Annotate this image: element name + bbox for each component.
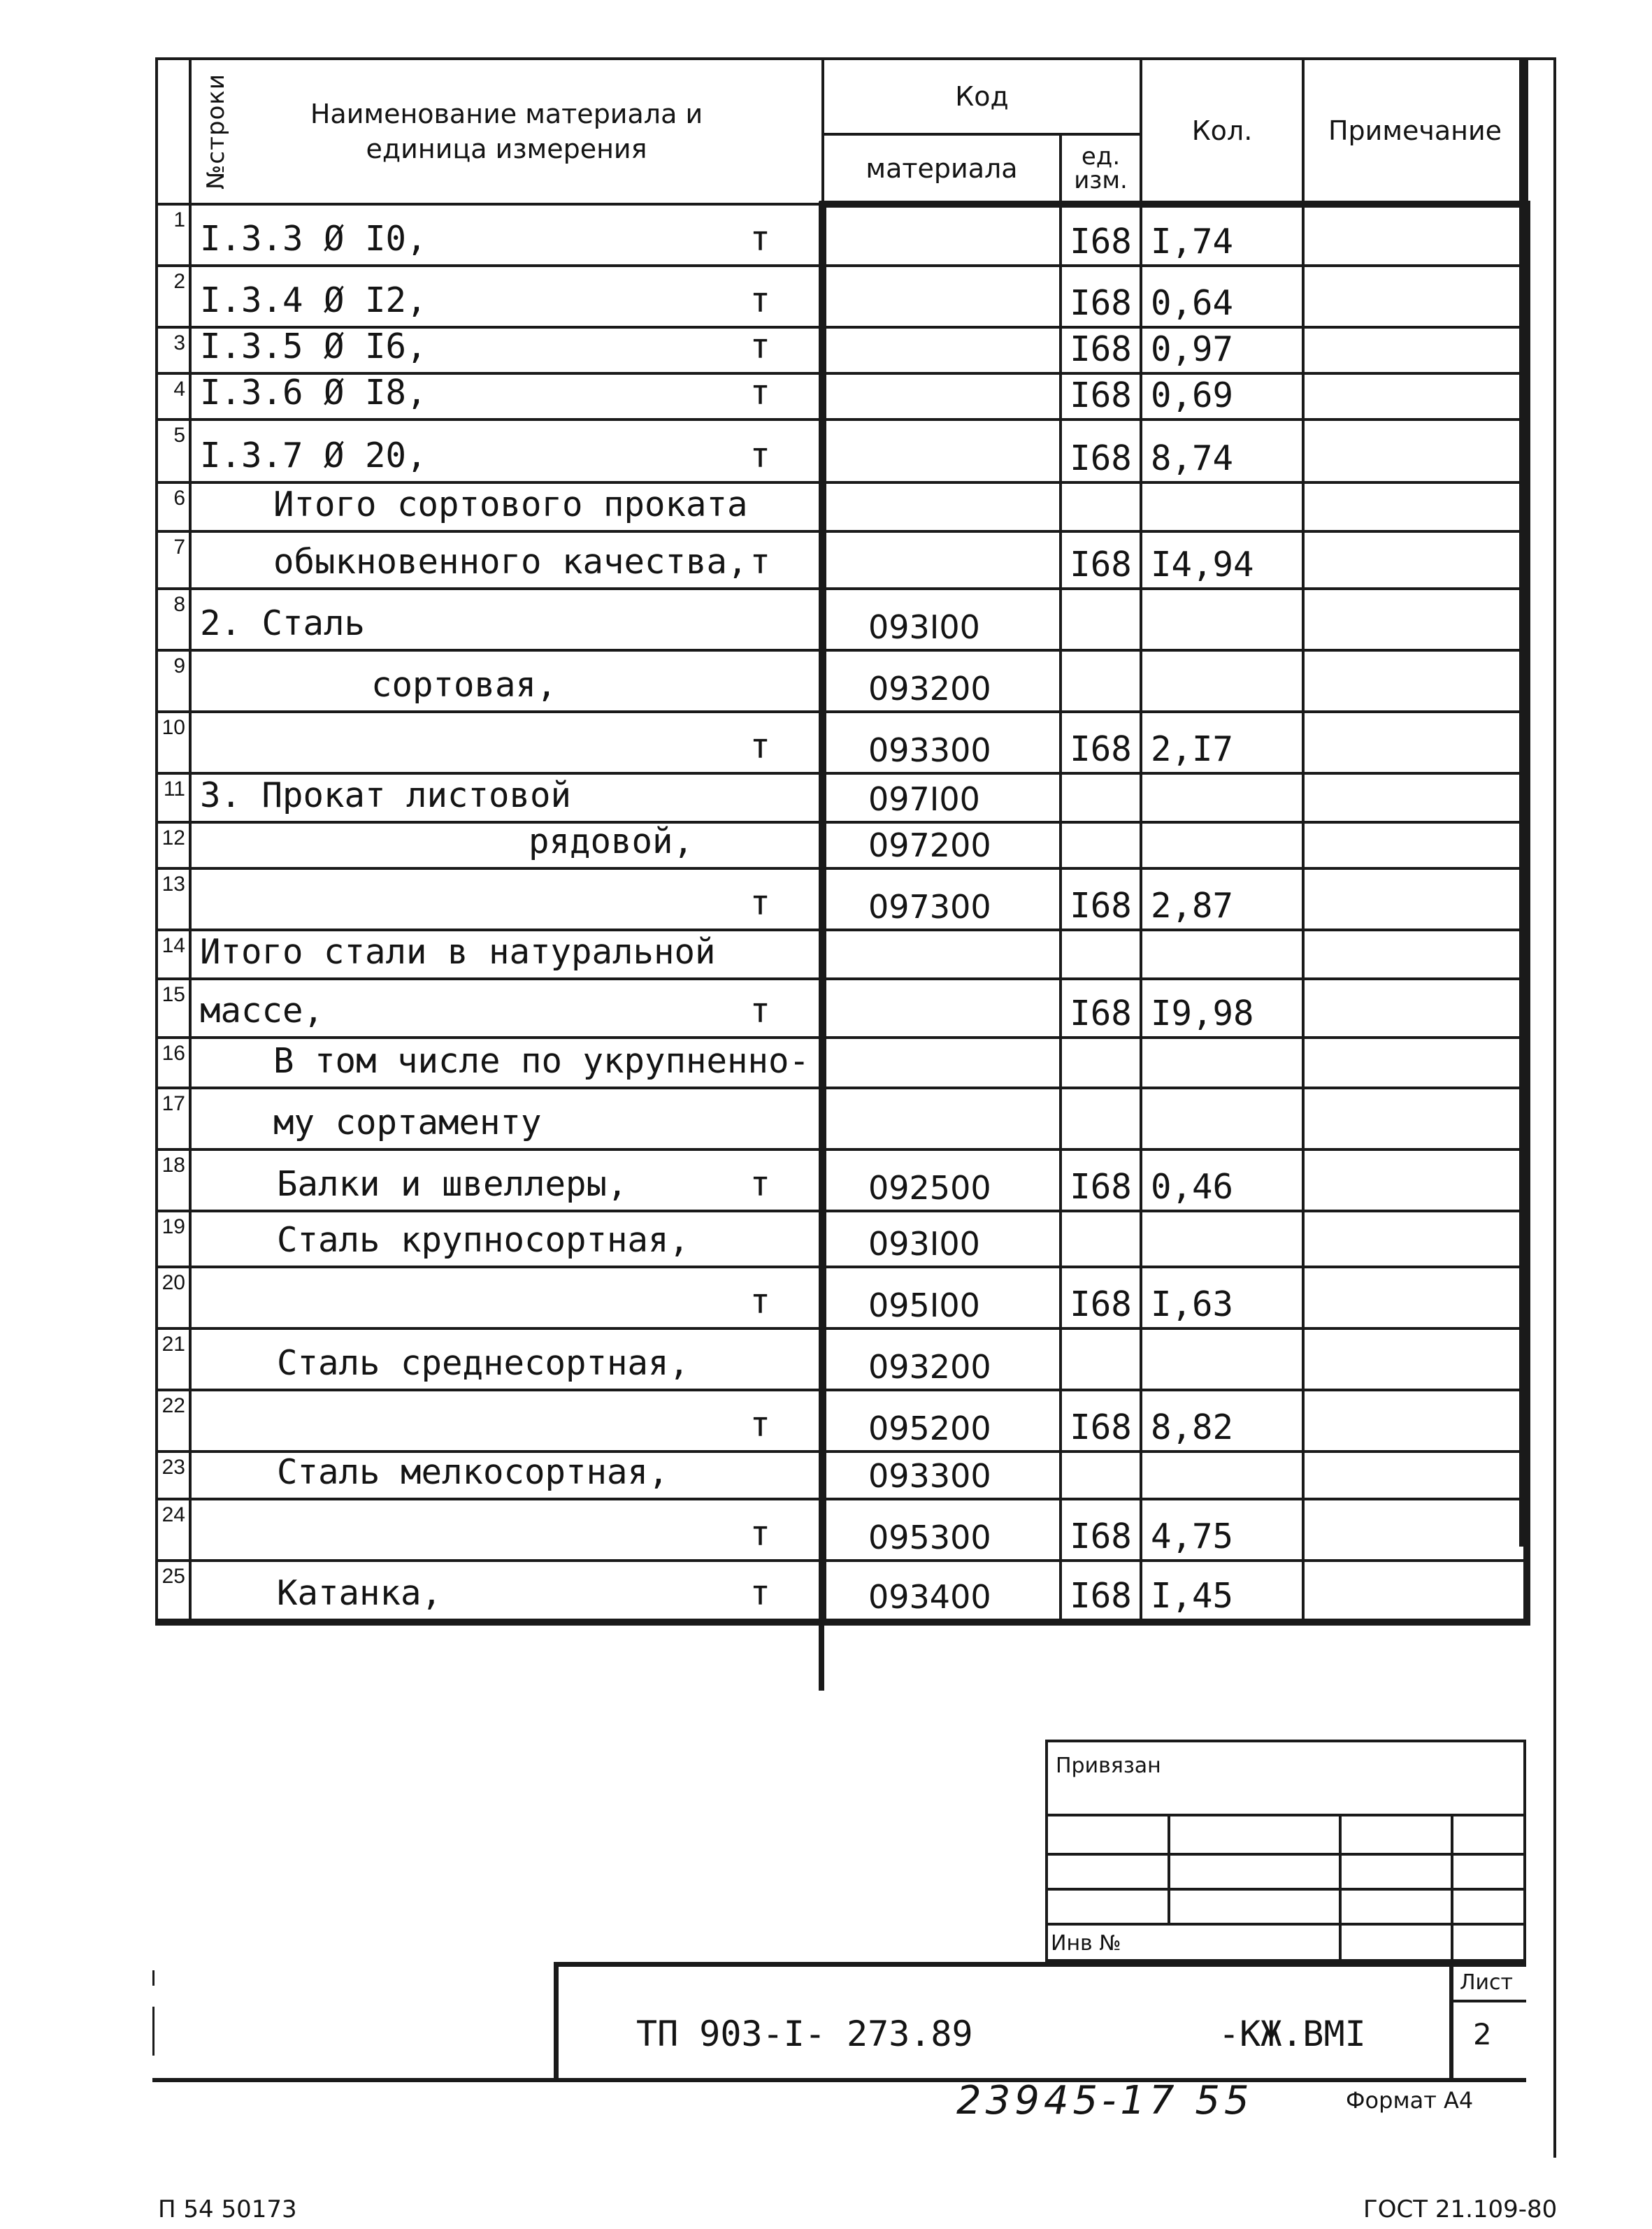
- material-code: 095200: [823, 1390, 1061, 1452]
- stamp-privyazan-box: [1045, 1740, 1526, 1816]
- table-row: [157, 531, 1527, 589]
- material-name: I.3.7 Ø 20,: [200, 436, 427, 475]
- margin-mark-1: [152, 1970, 155, 1986]
- quantity: [1141, 589, 1303, 650]
- stamp-grid-v1: [1168, 1814, 1170, 1923]
- row-number: 20: [157, 1267, 190, 1328]
- material-name-cell: [190, 1499, 823, 1561]
- row-number: 4: [157, 373, 190, 420]
- row-number: 17: [157, 1088, 190, 1149]
- material-name-cell: [190, 712, 823, 773]
- note: [1303, 979, 1527, 1038]
- row-number: 18: [157, 1149, 190, 1211]
- material-name: Сталь мелкосортная,: [277, 1452, 669, 1492]
- note: [1303, 1088, 1527, 1149]
- material-name-cell: [190, 1038, 823, 1088]
- note: [1303, 589, 1527, 650]
- stamp-grid-h1: [1045, 1853, 1526, 1856]
- note: [1303, 930, 1527, 979]
- sheet-box-left: [1449, 1962, 1453, 2082]
- table-row: [157, 373, 1527, 420]
- material-name-cell: [190, 373, 823, 420]
- material-unit: т: [749, 1573, 770, 1613]
- material-name: Сталь крупносортная,: [277, 1220, 690, 1260]
- material-unit: т: [749, 991, 770, 1031]
- material-code: [823, 930, 1061, 979]
- sheet-number: 2: [1473, 2017, 1492, 2051]
- row-number: 19: [157, 1211, 190, 1267]
- table-row: [157, 1267, 1527, 1328]
- note: [1303, 1499, 1527, 1561]
- material-name: Катанка,: [277, 1573, 443, 1613]
- note: [1303, 650, 1527, 712]
- material-code: [823, 1088, 1061, 1149]
- material-unit: т: [749, 883, 770, 923]
- unit-code: I68: [1061, 1267, 1141, 1328]
- material-unit: т: [749, 1405, 770, 1445]
- material-name-cell: [190, 1088, 823, 1149]
- table-row: [157, 712, 1527, 773]
- row-number: 11: [157, 773, 190, 822]
- material-name-cell: [190, 930, 823, 979]
- note: [1303, 482, 1527, 531]
- material-name: Сталь среднесортная,: [277, 1343, 690, 1383]
- stamp-grid-h3: [1045, 1923, 1526, 1926]
- quantity: I4,94: [1141, 531, 1303, 589]
- material-code: 092500: [823, 1149, 1061, 1211]
- quantity: 8,82: [1141, 1390, 1303, 1452]
- quantity: 0,97: [1141, 327, 1303, 373]
- note: [1303, 712, 1527, 773]
- material-name: сортовая,: [371, 665, 557, 705]
- material-name: Итого сортового проката: [273, 485, 748, 524]
- material-name-cell: [190, 589, 823, 650]
- unit-code: [1061, 650, 1141, 712]
- material-name-cell: [190, 822, 823, 868]
- table-row: [157, 868, 1527, 930]
- material-code: 095300: [823, 1499, 1061, 1561]
- quantity: [1141, 1328, 1303, 1390]
- material-name-cell: [190, 1149, 823, 1211]
- unit-code: [1061, 1452, 1141, 1499]
- material-name-cell: [190, 1267, 823, 1328]
- material-unit: т: [749, 1164, 770, 1204]
- row-number: 15: [157, 979, 190, 1038]
- table-row: [157, 1390, 1527, 1452]
- material-name-cell: [190, 650, 823, 712]
- unit-code: I68: [1061, 712, 1141, 773]
- material-code: 093I00: [823, 589, 1061, 650]
- sheet-box-divider: [1449, 2000, 1526, 2002]
- quantity: [1141, 822, 1303, 868]
- material-code: [823, 979, 1061, 1038]
- table-body: [157, 204, 1527, 1622]
- material-name-cell: [190, 1328, 823, 1390]
- quantity: [1141, 482, 1303, 531]
- unit-code: I68: [1061, 266, 1141, 327]
- note: [1303, 204, 1527, 266]
- quantity: 0,64: [1141, 266, 1303, 327]
- note: [1303, 822, 1527, 868]
- row-number: 10: [157, 712, 190, 773]
- stamp-grid-v3: [1451, 1814, 1453, 1962]
- unit-code: [1061, 589, 1141, 650]
- quantity: I9,98: [1141, 979, 1303, 1038]
- unit-code: I68: [1061, 420, 1141, 482]
- material-code: 093300: [823, 1452, 1061, 1499]
- table-row: [157, 589, 1527, 650]
- table-row: [157, 1088, 1527, 1149]
- material-name: I.3.5 Ø I6,: [200, 327, 427, 366]
- sheet-label: Лист: [1460, 1970, 1514, 1995]
- handwritten-number: 23945-17 55: [956, 2078, 1254, 2123]
- note: [1303, 327, 1527, 373]
- table-row: [157, 204, 1527, 266]
- table-row: [157, 266, 1527, 327]
- note: [1303, 1038, 1527, 1088]
- table-row: [157, 1149, 1527, 1211]
- note: [1303, 1561, 1527, 1622]
- material-name-cell: [190, 420, 823, 482]
- material-name-cell: [190, 204, 823, 266]
- table-row: [157, 1561, 1527, 1622]
- unit-code: [1061, 930, 1141, 979]
- material-name-cell: [190, 1561, 823, 1622]
- material-code: 095I00: [823, 1267, 1061, 1328]
- row-number: 3: [157, 327, 190, 373]
- document-suffix: -КЖ.ВМI: [1219, 2014, 1366, 2054]
- note: [1303, 266, 1527, 327]
- material-unit: т: [749, 726, 770, 766]
- row-number: 23: [157, 1452, 190, 1499]
- material-code: [823, 266, 1061, 327]
- unit-code: I68: [1061, 531, 1141, 589]
- material-name: I.3.6 Ø I8,: [200, 373, 427, 413]
- material-name: I.3.3 Ø I0,: [200, 219, 427, 259]
- material-name-cell: [190, 1452, 823, 1499]
- table-row: [157, 650, 1527, 712]
- row-number: 21: [157, 1328, 190, 1390]
- material-unit: т: [749, 542, 770, 582]
- note: [1303, 1390, 1527, 1452]
- table-row: [157, 1499, 1527, 1561]
- table-row: [157, 1038, 1527, 1088]
- unit-code: I68: [1061, 979, 1141, 1038]
- material-unit: т: [749, 436, 770, 475]
- unit-code: [1061, 1038, 1141, 1088]
- quantity: [1141, 773, 1303, 822]
- stamp-inv-label: Инв №: [1051, 1931, 1121, 1956]
- quantity: [1141, 1211, 1303, 1267]
- quantity: I,45: [1141, 1561, 1303, 1622]
- note: [1303, 1328, 1527, 1390]
- title-block-left: [554, 1962, 559, 2082]
- material-code: 093200: [823, 1328, 1061, 1390]
- material-name-cell: [190, 327, 823, 373]
- table-row: [157, 930, 1527, 979]
- row-number: 25: [157, 1561, 190, 1622]
- header-row-no: №строки: [157, 59, 190, 204]
- material-code: 097300: [823, 868, 1061, 930]
- format-label: Формат А4: [1346, 2087, 1474, 2114]
- table-row: [157, 1452, 1527, 1499]
- material-unit: т: [749, 327, 770, 366]
- material-name: I.3.4 Ø I2,: [200, 280, 427, 320]
- header-name: Наименование материала и единица измерения: [190, 59, 823, 204]
- row-number: 13: [157, 868, 190, 930]
- quantity: [1141, 650, 1303, 712]
- table-row: [157, 822, 1527, 868]
- unit-code: I68: [1061, 868, 1141, 930]
- material-code: 093400: [823, 1561, 1061, 1622]
- material-code: [823, 327, 1061, 373]
- material-name-cell: [190, 979, 823, 1038]
- row-number: 7: [157, 531, 190, 589]
- material-name-cell: [190, 531, 823, 589]
- material-name: 2. Сталь: [200, 603, 366, 643]
- quantity: [1141, 1452, 1303, 1499]
- frame-line-right: [1519, 57, 1526, 1547]
- margin-mark-2: [152, 2007, 155, 2056]
- material-name-cell: [190, 1211, 823, 1267]
- footer-left: П 54 50173: [158, 2195, 297, 2223]
- quantity: I,74: [1141, 204, 1303, 266]
- note: [1303, 773, 1527, 822]
- row-number: 14: [157, 930, 190, 979]
- frame-line-page-right: [1553, 57, 1556, 2158]
- material-code: [823, 531, 1061, 589]
- note: [1303, 1149, 1527, 1211]
- unit-code: I68: [1061, 204, 1141, 266]
- material-unit: т: [749, 280, 770, 320]
- row-number: 6: [157, 482, 190, 531]
- header-code-material: материала: [823, 134, 1061, 204]
- quantity: 0,46: [1141, 1149, 1303, 1211]
- material-name: массе,: [200, 991, 324, 1031]
- material-code: 093I00: [823, 1211, 1061, 1267]
- quantity: 8,74: [1141, 420, 1303, 482]
- material-code: [823, 420, 1061, 482]
- note: [1303, 420, 1527, 482]
- row-number: 8: [157, 589, 190, 650]
- title-block-top: [554, 1962, 1526, 1967]
- row-number: 1: [157, 204, 190, 266]
- material-name: му сортаменту: [273, 1103, 542, 1142]
- note: [1303, 531, 1527, 589]
- unit-code: [1061, 1328, 1141, 1390]
- frame-line-code-left: [819, 201, 824, 1691]
- material-name-cell: [190, 1390, 823, 1452]
- note: [1303, 1267, 1527, 1328]
- header-code-unit: ед. изм.: [1061, 134, 1141, 204]
- unit-code: I68: [1061, 1561, 1141, 1622]
- header-qty: Кол.: [1141, 59, 1303, 204]
- table-row: [157, 1211, 1527, 1267]
- row-number: 2: [157, 266, 190, 327]
- quantity: 2,I7: [1141, 712, 1303, 773]
- material-code: 093200: [823, 650, 1061, 712]
- quantity: [1141, 930, 1303, 979]
- note: [1303, 373, 1527, 420]
- table-row: [157, 327, 1527, 373]
- unit-code: [1061, 1088, 1141, 1149]
- stamp-grid-v2: [1339, 1814, 1342, 1962]
- quantity: 0,69: [1141, 373, 1303, 420]
- material-unit: т: [749, 219, 770, 259]
- unit-code: I68: [1061, 327, 1141, 373]
- row-number: 5: [157, 420, 190, 482]
- frame-line-top: [155, 57, 1556, 60]
- quantity: I,63: [1141, 1267, 1303, 1328]
- quantity: 4,75: [1141, 1499, 1303, 1561]
- material-code: [823, 1038, 1061, 1088]
- unit-code: I68: [1061, 373, 1141, 420]
- note: [1303, 1211, 1527, 1267]
- note: [1303, 1452, 1527, 1499]
- quantity: [1141, 1088, 1303, 1149]
- material-name-cell: [190, 482, 823, 531]
- material-name: Балки и швеллеры,: [277, 1164, 628, 1204]
- table-row: [157, 420, 1527, 482]
- unit-code: I68: [1061, 1499, 1141, 1561]
- stamp-grid-h2: [1045, 1888, 1526, 1891]
- unit-code: [1061, 482, 1141, 531]
- table-row: [157, 1328, 1527, 1390]
- unit-code: [1061, 822, 1141, 868]
- material-unit: т: [749, 1514, 770, 1554]
- material-name: Итого стали в натуральной: [200, 932, 716, 972]
- table-row: [157, 773, 1527, 822]
- header-note: Примечание: [1303, 59, 1527, 204]
- material-name-cell: [190, 773, 823, 822]
- row-number: 24: [157, 1499, 190, 1561]
- row-number: 9: [157, 650, 190, 712]
- footer-right: ГОСТ 21.109-80: [1363, 2195, 1558, 2223]
- title-block-bottom: [152, 2078, 1526, 2082]
- header-code: Код: [823, 59, 1141, 134]
- material-code: [823, 204, 1061, 266]
- materials-table: [155, 57, 1530, 1626]
- material-name: рядовой,: [529, 822, 694, 861]
- unit-code: [1061, 1211, 1141, 1267]
- document-code: ТП 903-I- 273.89: [636, 2014, 973, 2054]
- material-unit: т: [749, 1282, 770, 1321]
- stamp-privyazan-label: Привязан: [1056, 1754, 1161, 1778]
- material-code: 097I00: [823, 773, 1061, 822]
- material-code: [823, 482, 1061, 531]
- unit-code: I68: [1061, 1149, 1141, 1211]
- material-code: 093300: [823, 712, 1061, 773]
- material-unit: т: [749, 373, 770, 413]
- row-number: 16: [157, 1038, 190, 1088]
- material-name-cell: [190, 266, 823, 327]
- row-number: 12: [157, 822, 190, 868]
- material-name: обыкновенного качества,: [273, 542, 748, 582]
- table-row: [157, 979, 1527, 1038]
- unit-code: [1061, 773, 1141, 822]
- material-name: 3. Прокат листовой: [200, 775, 572, 815]
- row-number: 22: [157, 1390, 190, 1452]
- unit-code: I68: [1061, 1390, 1141, 1452]
- material-name-cell: [190, 868, 823, 930]
- quantity: [1141, 1038, 1303, 1088]
- table-row: [157, 482, 1527, 531]
- material-name: В том числе по укрупненно-: [273, 1041, 810, 1081]
- note: [1303, 868, 1527, 930]
- material-code: [823, 373, 1061, 420]
- quantity: 2,87: [1141, 868, 1303, 930]
- material-code: 097200: [823, 822, 1061, 868]
